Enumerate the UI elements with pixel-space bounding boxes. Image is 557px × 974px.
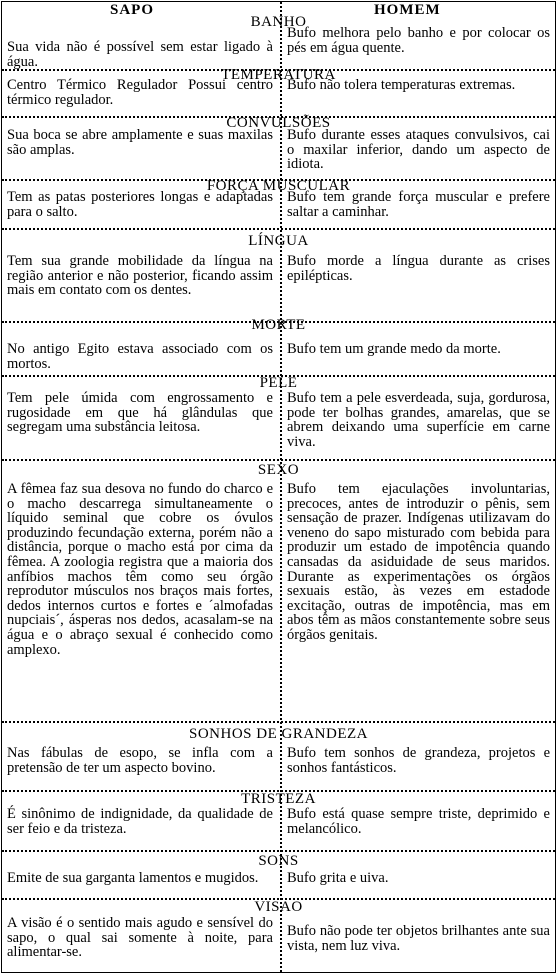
header-sapo: SAPO bbox=[110, 2, 155, 18]
section-divider bbox=[2, 850, 555, 852]
section-title-convulsoes: CONVULSÕES bbox=[226, 115, 331, 131]
homem-lingua-text: Bufo morde a língua durante as crises epilépticas. bbox=[287, 253, 550, 284]
homem-temperatura-text: Bufo não tolera temperaturas extremas. bbox=[287, 77, 516, 93]
column-divider bbox=[280, 2, 282, 972]
section-divider bbox=[2, 459, 555, 461]
sapo-pele-text: Tem pele úmida com engrossamento e rugosidade em que há glândulas que segregam uma substância leitosa. bbox=[7, 390, 273, 436]
sapo-banho-text: Sua vida não é possível sem estar ligado à água. bbox=[7, 39, 273, 70]
sapo-convulsoes-text: Sua boca se abre amplamente e suas maxilas são amplas. bbox=[7, 127, 273, 158]
comparison-table bbox=[1, 1, 556, 973]
section-title-tristeza: TRISTEZA bbox=[241, 791, 316, 807]
sapo-sonhos-text: Nas fábulas de esopo, se infla com a pretensão de ter um aspecto bovino. bbox=[7, 745, 273, 776]
section-title-visao: VISAO bbox=[254, 899, 303, 915]
section-title-morte: MORTE bbox=[251, 317, 306, 333]
homem-morte-text: Bufo tem um grande medo da morte. bbox=[287, 341, 501, 357]
sapo-tristeza-text: É sinônimo de indignidade, da qualidade de ser feio e da tristeza. bbox=[7, 806, 273, 837]
sapo-visao-text: A visão é o sentido mais agudo e sensível do sapo, o qual sai somente à noite, para alimentar-se. bbox=[7, 915, 273, 961]
homem-visao-text: Bufo não pode ter objetos brilhantes ante sua vista, nem luz viva. bbox=[287, 923, 550, 954]
section-title-forca-muscular: FORÇA MUSCULAR bbox=[206, 178, 351, 194]
section-title-lingua: LÍNGUA bbox=[248, 233, 309, 249]
homem-sexo-text: Bufo tem ejaculações involuntarias, precoces, antes de introduzir o pênis, sem sensação de prazer. Indígenas utilizavam do veneno do sapo misturado com bebida para produzir um estado de impotência quando cansadas da asiduidade de seus maridos. Durante as experimentações os órgãos sexuais estão, às vezes em estadode excitação, outras de impotência, mas em abos têm as mãos constantemente sobre seus órgãos genitais. bbox=[287, 481, 550, 643]
sapo-forca-muscular-text: Tem as patas posteriores longas e adaptadas para o salto. bbox=[7, 189, 273, 220]
homem-sonhos-text: Bufo tem sonhos de grandeza, projetos e sonhos fantásticos. bbox=[287, 745, 550, 776]
section-title-sexo: SEXO bbox=[257, 462, 300, 478]
section-divider bbox=[2, 228, 555, 230]
section-title-temperatura: TEMPERATURA bbox=[221, 67, 336, 83]
homem-tristeza-text: Bufo está quase sempre triste, deprimido e melancólico. bbox=[287, 806, 550, 837]
sapo-sexo-text: A fêmea faz sua desova no fundo do charco e o macho descarrega simultaneamente o líquido seminal que cobre os óvulos produzindo fecundação externa, porém não a distância, porque o macho está por cima da fêmea. A zoologia registra que a maioria dos anfíbios machos têm como seu órgão reprodutor músculos nos braços mais fortes, dedos internos curtos e fortes e ´almofadas nupciais´, ásperas nos dedos, acasalam-se na água e o abraço sexual é conhecido como amplexo. bbox=[7, 481, 273, 658]
sapo-morte-text: No antigo Egito estava associado com os mortos. bbox=[7, 341, 273, 372]
sapo-temperatura-text: Centro Térmico Regulador Possui centro térmico regulador. bbox=[7, 77, 273, 108]
section-title-banho: BANHO bbox=[250, 14, 307, 30]
section-title-pele: PELE bbox=[259, 375, 298, 391]
header-homem: HOMEM bbox=[374, 2, 441, 18]
section-title-sons: SONS bbox=[258, 853, 299, 869]
section-title-sonhos-de-grandeza: SONHOS DE GRANDEZA bbox=[188, 726, 368, 742]
homem-sons-text: Bufo grita e uiva. bbox=[287, 870, 389, 886]
section-divider bbox=[2, 721, 555, 723]
homem-convulsoes-text: Bufo durante esses ataques convulsivos, cai o maxilar inferior, dando um aspecto de idiota. bbox=[287, 127, 550, 173]
sapo-lingua-text: Tem sua grande mobilidade da língua na região anterior e não posterior, ficando assim mais em contato com os dentes. bbox=[7, 253, 273, 299]
sapo-sons-text: Emite de sua garganta lamentos e mugidos. bbox=[7, 870, 259, 886]
homem-pele-text: Bufo tem a pele esverdeada, suja, gordurosa, pode ter bolhas grandes, amarelas, que se abrem deixando uma superfície em carne viva. bbox=[287, 390, 550, 450]
homem-forca-muscular-text: Bufo tem grande força muscular e prefere saltar a caminhar. bbox=[287, 189, 550, 220]
homem-banho-text: Bufo melhora pelo banho e por colocar os pés em água quente. bbox=[287, 25, 550, 56]
